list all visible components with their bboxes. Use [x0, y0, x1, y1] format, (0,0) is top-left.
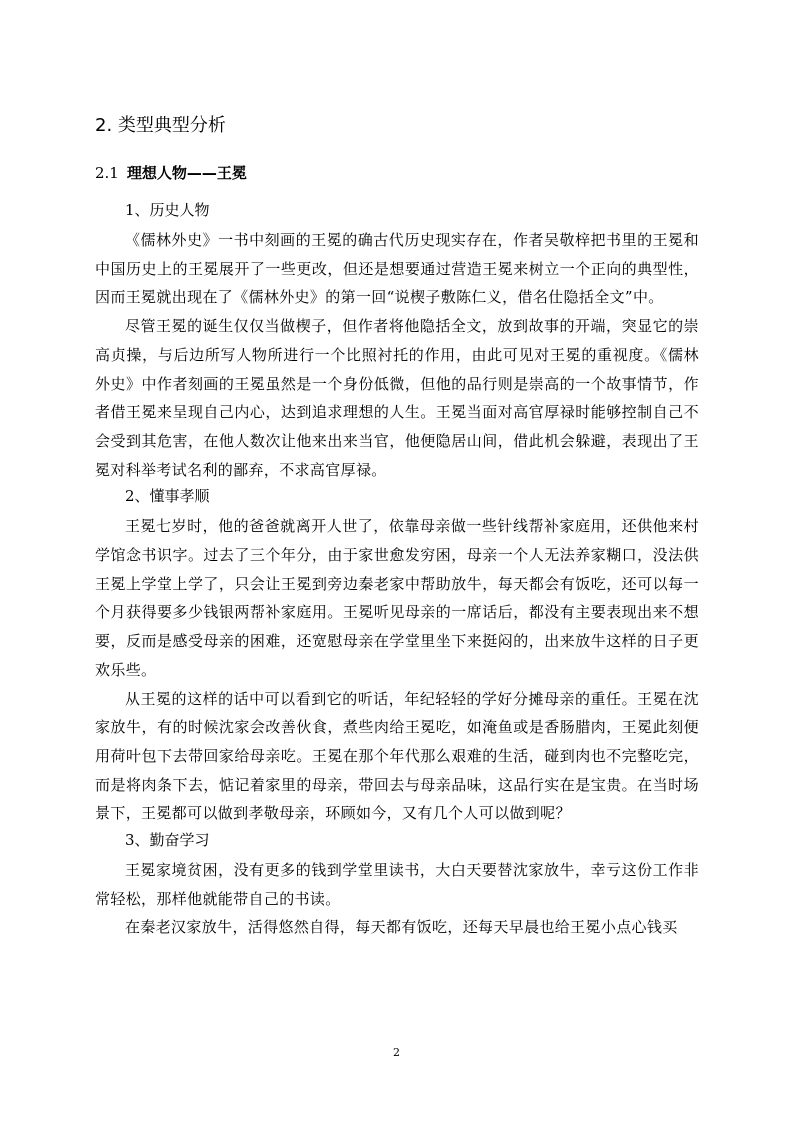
- paragraph: 王冕七岁时，他的爸爸就离开人世了，依靠母亲做一些针线帮补家庭用，还供他来村学馆念书识字。过去了三个年分，由于家世愈发穷困，母亲一个人无法养家糊口，没法供王冕上学堂上学了，只会让王冕到旁边秦老家中帮助放牛，每天都会有饭吃，还可以每一个月获得要多少钱银两帮补家庭用。王冕听见母亲的一席话后，都没有主要表现出来不想要，反而是感受母亲的困难，还宽慰母亲在学堂里坐下来挺闷的，出来放牛这样的日子更欢乐些。: [95, 517, 699, 679]
- page-number: 2: [393, 1046, 400, 1059]
- item-heading-filial: 2、懂事孝顺: [125, 487, 210, 506]
- paragraph: 在秦老汉家放牛，活得悠然自得，每天都有饭吃，还每天早晨也给王冕小点心钱买: [125, 918, 678, 937]
- subsection-number: 2.1: [95, 164, 119, 182]
- subsection-title: 理想人物——王冕: [126, 164, 247, 182]
- paragraph: 从王冕的这样的话中可以看到它的听话，年纪轻轻的学好分摊母亲的重任。王冕在沈家放牛，有的时候沈家会改善伙食，煮些肉给王冕吃，如淹鱼或是香肠腊肉，王冕此刻便用荷叶包下去带回家给母亲吃。王冕在那个年代那么艰难的生活，碰到肉也不完整吃完，而是将肉条下去，惦记着家里的母亲，带回去与母亲品味，这品行实在是宝贵。在当时场景下，王冕都可以做到孝敬母亲，环顾如今，又有几个人可以做到呢？: [95, 689, 699, 823]
- item-heading-study: 3、勤奋学习: [125, 831, 210, 850]
- subsection-heading: [95, 162, 699, 184]
- page-content: [95, 112, 699, 942]
- section-heading: 2. 类型典型分析: [95, 115, 226, 136]
- paragraph: 尽管王冕的诞生仅仅当做楔子，但作者将他隐括全文，放到故事的开端，突显它的崇高贞操，与后边所写人物所进行一个比照衬托的作用，由此可见对王冕的重视度。《儒林外史》中作者刻画的王冕虽然是一个身份低微，但他的品行则是崇高的一个故事情节，作者借王冕来呈现自己内心，达到追求理想的人生。王冕当面对高官厚禄时能够控制自己不会受到其危害，在他人数次让他来出来当官，他便隐居山间，借此机会躲避，表现出了王冕对科举考试名利的鄙弃，不求高官厚禄。: [95, 317, 699, 479]
- paragraph: 王冕家境贫困，没有更多的钱到学堂里读书，大白天要替沈家放牛，幸亏这份工作非常轻松，那样他就能带自己的书读。: [95, 861, 699, 908]
- item-heading-history: 1、历史人物: [125, 201, 210, 219]
- paragraph: 《儒林外史》一书中刻画的王冕的确古代历史现实存在，作者吴敬梓把书里的王冕和中国历史上的王冕展开了一些更改，但还是想要通过营造王冕来树立一个正向的典型性，因而王冕就出现在了《儒林外史》的第一回“说楔子敷陈仁义，借名仕隐括全文”中。: [95, 231, 699, 307]
